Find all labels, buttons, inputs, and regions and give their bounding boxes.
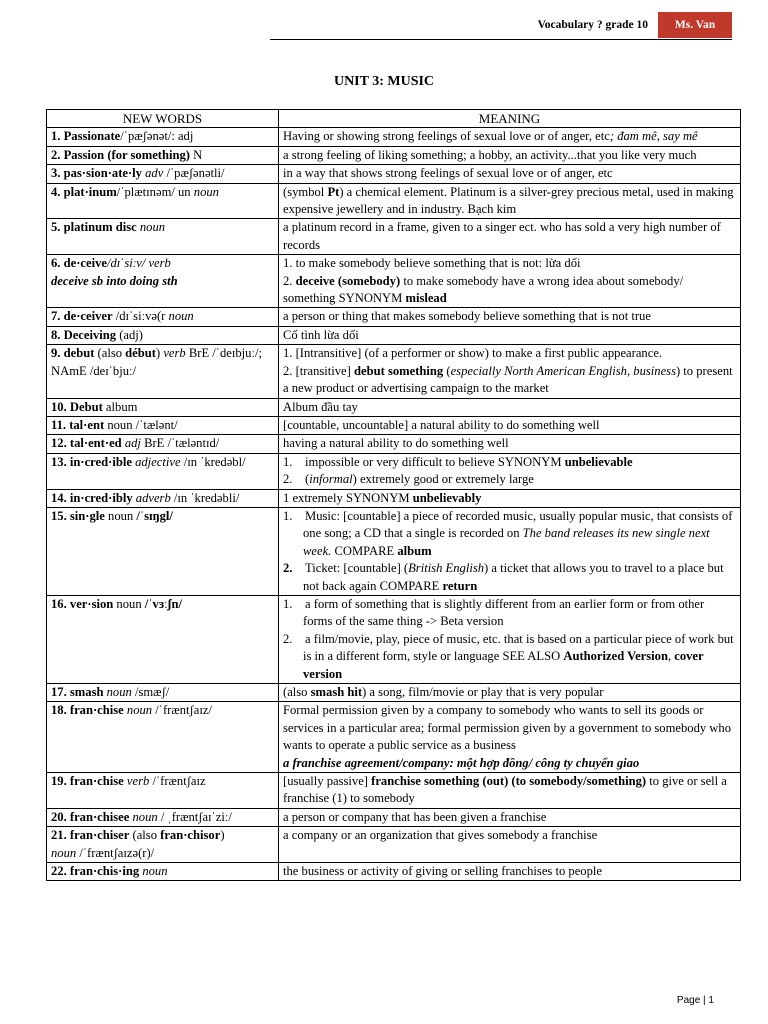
- text-run: album: [397, 543, 432, 558]
- text-run: ) to present a new product or advertising campaign to the market: [283, 363, 733, 396]
- text-run: 1. to make somebody believe something that is not: lừa dối: [283, 256, 581, 271]
- text-run: in a way that shows strong feelings of sexual love or of anger, etc: [283, 166, 613, 181]
- meaning-line: [283, 773, 736, 808]
- text-run: 2. Passion (for something): [51, 147, 190, 162]
- text-run: noun: [168, 309, 194, 324]
- page-header: [270, 12, 732, 40]
- text-run: smash hit: [310, 685, 363, 699]
- meaning-line: [283, 490, 736, 507]
- meaning-cell: [279, 453, 741, 489]
- meaning-cell: [279, 255, 741, 308]
- text-run: noun: [51, 845, 77, 860]
- text-run: ): [155, 346, 164, 361]
- table-row: [47, 773, 741, 809]
- new-word-cell: [47, 808, 279, 826]
- table-row: [47, 219, 741, 255]
- text-run: to make somebody have a wrong idea about somebody/ something SYNONYM: [283, 273, 684, 306]
- table-row: [47, 416, 741, 434]
- new-word-cell: [47, 398, 279, 416]
- header-rule: [270, 39, 732, 40]
- text-run: 10. Debut: [51, 399, 103, 414]
- new-word-cell: [47, 827, 279, 863]
- text-run: 14. in·cred·ibly: [51, 490, 133, 505]
- text-run: [countable, uncountable] a natural ability to do something well: [283, 417, 600, 432]
- text-run: ,: [626, 363, 634, 378]
- text-run: 7. de·ceiver: [51, 309, 113, 324]
- text-run: 6. de·ceive: [51, 256, 107, 271]
- meaning-line: [283, 417, 736, 434]
- text-run: Authorized Version: [563, 649, 668, 664]
- text-run: /ɪn ˈkredəbl/: [180, 454, 246, 469]
- meaning-line: [283, 327, 736, 344]
- meaning-line: [283, 147, 736, 164]
- meaning-line: [283, 508, 736, 560]
- text-run: the business or activity of giving or selling franchises to people: [283, 864, 602, 879]
- text-run: 12. tal·ent·ed: [51, 436, 122, 451]
- text-run: noun: [129, 809, 158, 824]
- new-word-cell: [47, 146, 279, 164]
- text-run: 2. a film/movie, play, piece of music, etc. that is based on a particular piece of work but is in a different form, style or language SEE ALSO: [283, 631, 734, 664]
- table-row: [47, 183, 741, 219]
- meaning-cell: [279, 183, 741, 219]
- text-run: unbelievable: [564, 454, 633, 469]
- text-run: 1. Music: [countable] a piece of recorded music, usually popular music, that consists of one song; a CD that a single is recorded on: [283, 508, 733, 541]
- text-run: noun: [193, 184, 219, 199]
- text-run: noun: [113, 596, 145, 611]
- text-run: ; đam mê, say mê: [609, 129, 698, 144]
- meaning-line: [283, 308, 736, 325]
- text-run: BrE /ˈdeɪbjuː/; NAmE /deɪˈbjuː/: [51, 346, 262, 378]
- text-run: mislead: [405, 291, 447, 306]
- text-run: Having or showing strong feelings of sexual love or of anger, etc: [283, 129, 610, 144]
- meaning-line: [283, 399, 736, 416]
- text-run: fran·chisor: [160, 828, 221, 843]
- table-row: [47, 326, 741, 344]
- text-run: (also: [129, 828, 161, 843]
- table-row: [47, 863, 741, 881]
- text-run: informal: [309, 472, 353, 487]
- new-word-cell: [47, 702, 279, 773]
- text-run: verb: [163, 346, 186, 361]
- text-run: ) a ticket that allows you to travel to a place but not back again COMPARE: [303, 561, 724, 593]
- meaning-cell: [279, 146, 741, 164]
- text-run: /ˈpæʃənətli/: [163, 166, 225, 181]
- text-run: (: [443, 363, 451, 378]
- table-row: [47, 808, 741, 826]
- page-footer: Page | 1: [676, 995, 714, 1006]
- new-word-cell: [47, 255, 279, 308]
- header-teacher-badge: Ms. Van: [658, 12, 732, 38]
- text-run: /ˈvɜːʃn/: [144, 596, 182, 611]
- text-run: a franchise agreement/company: một hợp đồng/ công ty chuyển giao: [283, 755, 640, 770]
- text-run: album: [102, 399, 138, 414]
- meaning-line: [283, 755, 736, 772]
- new-word-cell: [47, 453, 279, 489]
- text-run: 2.: [283, 273, 296, 288]
- meaning-line: [283, 809, 736, 826]
- text-run: 1. impossible or very difficult to believe SYNONYM: [283, 454, 565, 469]
- text-run: adverb: [132, 490, 171, 505]
- vocabulary-table-body: [47, 128, 741, 881]
- text-run: Cố tình lừa dối: [283, 327, 359, 342]
- text-run: 1. a form of something that is slightly different from an earlier form or from other forms of the same thing -> Beta version: [283, 596, 705, 629]
- text-run: ) extremely good or extremely large: [352, 472, 534, 487]
- meaning-cell: [279, 345, 741, 398]
- text-run: (symbol: [283, 184, 328, 199]
- meaning-line: [283, 684, 736, 701]
- table-row: [47, 507, 741, 595]
- text-run: 22. fran·chis·ing: [51, 864, 140, 879]
- text-run: (also: [94, 346, 126, 361]
- text-run: ): [220, 828, 225, 843]
- text-run: noun: [104, 508, 137, 523]
- meaning-cell: [279, 595, 741, 683]
- meaning-cell: [279, 308, 741, 326]
- text-run: 8. Deceiving: [51, 327, 117, 342]
- new-word-cell: [47, 773, 279, 809]
- text-run: noun: [123, 703, 153, 718]
- text-run: 2.: [283, 561, 293, 576]
- text-run: /ˈfræntʃaɪz/: [152, 703, 212, 718]
- text-run: Album đầu tay: [283, 399, 358, 414]
- text-run: 15. sin·gle: [51, 508, 105, 523]
- table-row: [47, 345, 741, 398]
- new-word-cell: [47, 308, 279, 326]
- meaning-cell: [279, 827, 741, 863]
- new-word-cell: [47, 863, 279, 881]
- meaning-line: [283, 631, 736, 683]
- meaning-cell: [279, 398, 741, 416]
- text-run: 19. fran·chise: [51, 774, 124, 789]
- meaning-line: [283, 184, 736, 219]
- text-run: deceive (somebody): [295, 273, 401, 288]
- meaning-cell: [279, 507, 741, 595]
- text-run: 21. fran·chiser: [51, 828, 130, 843]
- meaning-cell: [279, 684, 741, 702]
- column-header-new-words: NEW WORDS: [47, 110, 279, 128]
- text-run: /ˈpæʃənət/: adj: [120, 129, 194, 144]
- meaning-cell: [279, 808, 741, 826]
- meaning-line: [283, 363, 736, 398]
- table-row: [47, 398, 741, 416]
- text-run: adjective: [131, 454, 181, 469]
- new-word-cell: [47, 183, 279, 219]
- new-word-cell: [47, 507, 279, 595]
- meaning-line: [283, 165, 736, 182]
- table-row: [47, 255, 741, 308]
- table-row: [47, 702, 741, 773]
- table-row: [47, 827, 741, 863]
- text-run: /smæʃ/: [131, 685, 170, 699]
- text-run: Ticket: [countable] (: [292, 561, 409, 576]
- text-run: a company or an organization that gives somebody a franchise: [283, 828, 598, 843]
- table-row: [47, 308, 741, 326]
- page-title: UNIT 3: MUSIC: [333, 74, 435, 89]
- meaning-line: [283, 345, 736, 362]
- meaning-cell: [279, 326, 741, 344]
- meaning-line: [283, 255, 736, 272]
- text-run: franchise something (out) (to somebody/something): [371, 774, 647, 789]
- text-run: 16. ver·sion: [51, 596, 114, 611]
- text-run: /ˈsɪŋgl/: [136, 508, 173, 523]
- text-run: 3. pas·sion·ate·ly: [51, 166, 142, 181]
- table-header-row: [47, 110, 741, 128]
- text-run: [usually passive]: [283, 774, 372, 789]
- text-run: noun: [139, 864, 168, 879]
- meaning-cell: [279, 128, 741, 146]
- text-run: adv: [141, 166, 164, 181]
- table-row: [47, 146, 741, 164]
- table-row: [47, 128, 741, 146]
- text-run: especially North American English: [450, 363, 627, 378]
- text-run: /ˈfræntʃaɪz: [149, 774, 206, 789]
- text-run: 1. Passionate: [51, 129, 121, 144]
- text-run: /ˈplætɪnəm/ un: [116, 184, 194, 199]
- text-run: noun: [136, 220, 166, 235]
- meaning-line: [283, 471, 736, 488]
- text-run: BrE /ˈtæləntɪd/: [140, 436, 220, 451]
- meaning-line: [283, 435, 736, 452]
- table-row: [47, 453, 741, 489]
- text-run: a person or thing that makes somebody believe something that is not true: [283, 309, 651, 324]
- text-run: having a natural ability to do something well: [283, 436, 509, 451]
- text-run: 4. plat·inum: [51, 184, 117, 199]
- table-row: [47, 595, 741, 683]
- meaning-cell: [279, 165, 741, 183]
- vocabulary-table: [46, 109, 741, 881]
- text-run: noun /ˈtælənt/: [104, 417, 178, 432]
- text-run: 1. [Intransitive] (of a performer or show) to make a first public appearance.: [283, 346, 663, 361]
- text-run: verb: [123, 774, 150, 789]
- meaning-cell: [279, 489, 741, 507]
- table-row: [47, 489, 741, 507]
- meaning-line: [283, 560, 736, 595]
- new-word-cell: [47, 326, 279, 344]
- meaning-cell: [279, 863, 741, 881]
- text-run: business: [633, 363, 676, 378]
- text-run: /dɪˈsiːv/ verb: [106, 256, 171, 271]
- meaning-cell: [279, 773, 741, 809]
- new-word-cell: [47, 219, 279, 255]
- text-run: 20. fran·chisee: [51, 809, 130, 824]
- new-word-cell: [47, 345, 279, 398]
- meaning-cell: [279, 219, 741, 255]
- new-word-cell: [47, 489, 279, 507]
- meaning-line: [283, 702, 736, 754]
- text-run: debut something: [354, 363, 444, 378]
- text-run: a person or company that has been given a franchise: [283, 809, 547, 824]
- text-run: The band releases its new single next week.: [303, 526, 710, 558]
- meaning-line: [283, 454, 736, 471]
- text-run: adj: [121, 436, 141, 451]
- text-run: 1 extremely SYNONYM: [283, 490, 413, 505]
- text-run: Formal permission given by a company to somebody who wants to sell its goods or services in a particular area; formal permission given by a government to somebody who wants to operate a public service as a business: [283, 703, 731, 753]
- text-run: /ɪn ˈkredəbli/: [170, 490, 240, 505]
- text-run: COMPARE: [331, 543, 398, 558]
- text-run: 17. smash: [51, 685, 104, 699]
- meaning-line: [283, 596, 736, 631]
- text-run: British English: [408, 561, 485, 576]
- new-word-cell: [47, 435, 279, 453]
- table-row: [47, 165, 741, 183]
- text-run: /ˈfræntʃaɪzə(r)/: [76, 845, 155, 860]
- text-run: noun: [103, 685, 132, 699]
- text-run: 2. [transitive]: [283, 363, 354, 378]
- text-run: ) a chemical element. Platinum is a silver-grey precious metal, used in making expensive jewellery and in industry. Bạch kim: [283, 184, 734, 217]
- text-run: a platinum record in a frame, given to a singer ect. who has sold a very high number of records: [283, 220, 721, 252]
- text-run: ) a song, film/movie or play that is very popular: [362, 685, 604, 699]
- text-run: début: [125, 346, 156, 361]
- text-run: return: [442, 578, 478, 593]
- new-word-cell: [47, 416, 279, 434]
- text-run: (also: [283, 685, 311, 699]
- header-doc-label: Vocabulary ? grade 10: [537, 19, 648, 31]
- text-run: / ˌfræntʃaɪˈziː/: [157, 809, 232, 824]
- meaning-line: [283, 273, 736, 308]
- text-run: 2. (: [283, 472, 310, 487]
- new-word-cell: [47, 165, 279, 183]
- text-run: 11. tal·ent: [51, 417, 105, 432]
- text-run: (adj): [116, 327, 143, 342]
- text-run: deceive sb into doing sth: [51, 273, 178, 288]
- text-run: cover version: [303, 649, 704, 681]
- meaning-line: [283, 863, 736, 880]
- meaning-cell: [279, 702, 741, 773]
- text-run: /dɪˈsiːvə(r: [112, 309, 169, 324]
- new-word-cell: [47, 684, 279, 702]
- text-run: a strong feeling of liking something; a hobby, an activity...that you like very much: [283, 147, 697, 162]
- column-header-meaning: MEANING: [279, 110, 741, 128]
- meaning-cell: [279, 435, 741, 453]
- text-run: 5. platinum disc: [51, 220, 137, 235]
- text-run: N: [190, 147, 203, 162]
- text-run: 18. fran·chise: [51, 703, 124, 718]
- text-run: to give or sell a franchise (1) to somebody: [283, 774, 727, 806]
- new-word-cell: [47, 128, 279, 146]
- meaning-line: [283, 219, 736, 254]
- new-word-cell: [47, 595, 279, 683]
- text-run: Pt: [327, 184, 340, 199]
- table-row: [47, 684, 741, 702]
- meaning-cell: [279, 416, 741, 434]
- text-run: unbelievably: [412, 490, 482, 505]
- text-run: 13. in·cred·ible: [51, 454, 132, 469]
- text-run: ,: [667, 649, 675, 664]
- table-row: [47, 435, 741, 453]
- meaning-line: [283, 827, 736, 844]
- meaning-line: [283, 128, 736, 145]
- text-run: 9. debut: [51, 346, 95, 361]
